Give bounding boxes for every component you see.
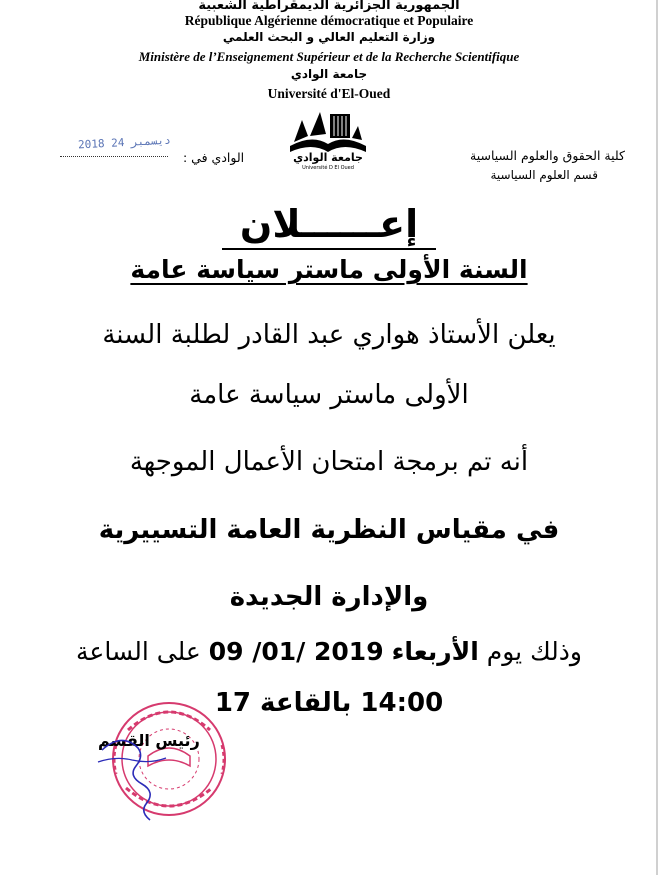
header-ministry-ar: وزارة التعليم العالي و البحث العلمي — [222, 30, 436, 44]
date-stamp: 2018 دیسمبر 24 — [77, 133, 172, 152]
logo-text-fr: Université D El Oued — [302, 165, 354, 170]
header-university-ar: جامعة الوادي — [290, 67, 368, 81]
schedule-day: الأربعاء — [391, 637, 479, 666]
header-university-fr: Université d'El-Oued — [267, 86, 391, 101]
schedule-date: 09 /01/ 2019 — [208, 637, 384, 666]
body-line-7: 14:00 بالقاعة 17 — [214, 688, 444, 718]
header-republic-fr: République Algérienne démocratique et Populaire — [184, 13, 474, 28]
header-republic-ar: الجمهورية الجزائرية الديمقراطية الشعبية — [198, 0, 460, 13]
body-line-1: يعلن الأستاذ هواري عبد القادر لطلبة السنة — [102, 320, 556, 350]
announcement-subtitle-text: السنة الأولى ماستر سياسة عامة — [130, 255, 528, 284]
date-label: الوادي في : — [183, 150, 245, 165]
body-line-5: والإدارة الجديدة — [229, 582, 429, 612]
schedule-suffix: على الساعة — [76, 637, 201, 666]
date-dotted-line — [60, 156, 168, 157]
schedule-prefix: وذلك يوم — [486, 637, 582, 666]
faculty-name: كلية الحقوق والعلوم السياسية — [470, 148, 625, 163]
department-name: قسم العلوم السياسية — [490, 168, 598, 182]
university-logo — [282, 106, 374, 170]
announcement-subtitle — [0, 255, 658, 284]
module-prefix: في مقياس — [415, 515, 560, 545]
signature-label: رئيس القسم — [98, 731, 200, 750]
announcement-title-text: إعــــــلان — [222, 200, 436, 250]
body-line-4 — [20, 515, 638, 545]
body-line-6 — [20, 637, 638, 666]
header-ministry-fr: Ministère de l’Enseignement Supérieur et de la Recherche Scientifique — [138, 49, 520, 64]
announcement-title — [0, 200, 658, 250]
handwritten-signature — [92, 722, 172, 822]
module-subject: النظرية العامة التسييرية — [98, 515, 407, 545]
logo-text-ar: جامعة الوادي — [293, 151, 363, 164]
body-line-2: الأولى ماستر سياسة عامة — [189, 380, 469, 410]
body-line-3: أنه تم برمجة امتحان الأعمال الموجهة — [129, 447, 529, 477]
